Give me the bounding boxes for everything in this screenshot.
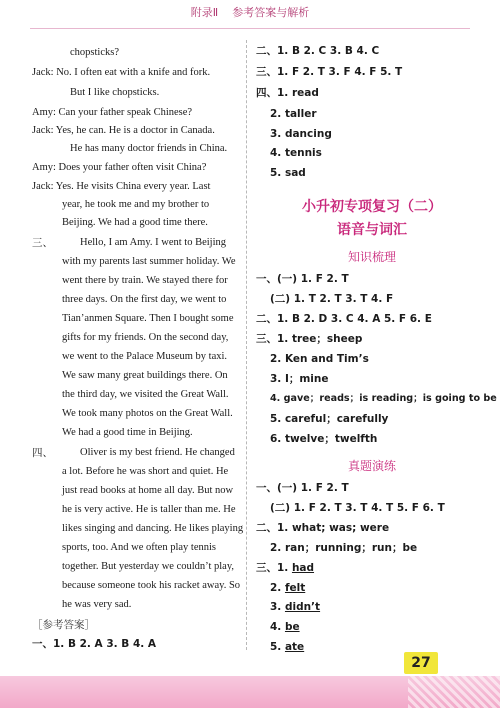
answer-line — [270, 581, 305, 595]
left-line: We saw many great buildings there. On — [62, 370, 228, 381]
answer-line: 一、1. B 2. A 3. B 4. A — [32, 638, 157, 650]
answer-line: (二) 1. T 2. T 3. T 4. F — [270, 293, 394, 305]
left-line: We had a good time in Beijing. — [62, 427, 193, 438]
left-line: year, he took me and my brother to — [62, 199, 210, 210]
answer-line — [270, 620, 300, 634]
left-line: just read books at home all day. But now — [62, 485, 234, 496]
answer-line — [270, 600, 320, 614]
left-line: Oliver is my best friend. He changed — [80, 447, 235, 458]
answer-line: 4. gave；reads；is reading；is going to be — [270, 393, 497, 404]
left-line: Beijing. We had a good time there. — [62, 217, 208, 228]
left-line: he is very active. He is taller than me. He — [62, 504, 236, 515]
item-prefix: 2. — [270, 582, 282, 594]
subsection-title-practice: 真题演练 — [347, 459, 396, 473]
answer-line: (二) 1. F 2. T 3. T 4. T 5. F 6. T — [270, 502, 445, 514]
left-line: a lot. Before he was short and quiet. He — [62, 466, 229, 477]
underlined-answer: had — [291, 562, 315, 574]
answer-line: 5. careful；carefully — [270, 413, 389, 425]
answer-line: 3. dancing — [270, 128, 332, 140]
answer-line: 一、(一) 1. F 2. T — [256, 482, 349, 494]
left-line: gifts for my friends. On the second day, — [62, 332, 229, 343]
underlined-answer: be — [284, 621, 300, 633]
item-prefix: 三、1. — [256, 562, 289, 574]
left-line: sports, too. And we often play tennis — [62, 542, 216, 553]
answer-line: 二、1. B 2. D 3. C 4. A 5. F 6. E — [256, 313, 432, 325]
left-line: Jack: No. I often eat with a knife and fork. — [32, 67, 211, 78]
watermark-pattern — [408, 676, 500, 708]
section-number-3: 三、 — [32, 237, 53, 249]
item-prefix: 3. — [270, 601, 282, 613]
underlined-answer: didn’t — [284, 601, 321, 613]
left-line: went there by train. We stayed there for — [62, 275, 228, 286]
reference-answer-label: ［参考答案］ — [32, 619, 95, 631]
left-line: Jack: Yes, he can. He is a doctor in Canada. — [32, 125, 215, 136]
page-header — [0, 0, 500, 30]
left-line: We took many photos on the Great Wall. — [62, 408, 233, 419]
answer-line: 2. Ken and Tim’s — [270, 353, 369, 365]
answer-line: 一、(一) 1. F 2. T — [256, 273, 349, 285]
left-line: together. But yesterday we couldn’t play, — [62, 561, 235, 572]
answer-line: 6. twelve；twelfth — [270, 433, 378, 445]
underlined-answer: ate — [284, 641, 305, 653]
section-subtitle: 语音与词汇 — [337, 222, 407, 238]
left-line: three days. On the first day, we went to — [62, 294, 227, 305]
left-line: Hello, I am Amy. I went to Beijing — [80, 237, 227, 248]
left-line: likes singing and dancing. He likes playing — [62, 523, 244, 534]
item-prefix: 5. — [270, 641, 282, 653]
answer-line: 3. I；mine — [270, 373, 329, 385]
page-number: 27 — [404, 652, 438, 674]
left-line: Amy: Can your father speak Chinese? — [32, 107, 193, 118]
header-left: 附录Ⅱ — [190, 6, 219, 19]
answer-line — [270, 640, 304, 654]
answer-line — [256, 561, 314, 575]
answer-line: 4. tennis — [270, 147, 322, 159]
answer-line: 2. ran；running；run；be — [270, 542, 418, 554]
left-line: the third day, we visited the Great Wall. — [62, 389, 229, 400]
left-line: But I like chopsticks. — [70, 87, 160, 98]
left-line: chopsticks? — [70, 47, 119, 58]
answer-line: 5. sad — [270, 167, 306, 179]
answer-line: 二、1. B 2. C 3. B 4. C — [256, 45, 380, 57]
header-right: 参考答案与解析 — [232, 6, 310, 19]
left-line: Amy: Does your father often visit China? — [32, 162, 207, 173]
answer-line: 三、1. tree；sheep — [256, 333, 363, 345]
left-line: Tian’anmen Square. Then I bought some — [62, 313, 234, 324]
item-prefix: 4. — [270, 621, 282, 633]
answer-line: 2. taller — [270, 108, 317, 120]
section-title: 小升初专项复习（二） — [302, 199, 442, 215]
answer-line: 三、1. F 2. T 3. F 4. F 5. T — [256, 66, 403, 78]
header-rule — [30, 28, 470, 29]
answer-line: 四、1. read — [256, 87, 319, 99]
left-line: He has many doctor friends in China. — [70, 143, 228, 154]
column-divider — [246, 40, 247, 650]
subsection-title-knowledge: 知识梳理 — [347, 250, 396, 264]
left-line: he was very sad. — [62, 599, 132, 610]
left-line: we went to the Palace Museum by taxi. — [62, 351, 228, 362]
left-line: Jack: Yes. He visits China every year. Last — [32, 181, 211, 192]
left-line: because someone took his racket away. So — [62, 580, 241, 591]
answer-line: 二、1. what; was; were — [256, 522, 390, 534]
left-line: with my parents last summer holiday. We — [62, 256, 236, 267]
underlined-answer: felt — [284, 582, 306, 594]
section-number-4: 四、 — [32, 447, 53, 459]
